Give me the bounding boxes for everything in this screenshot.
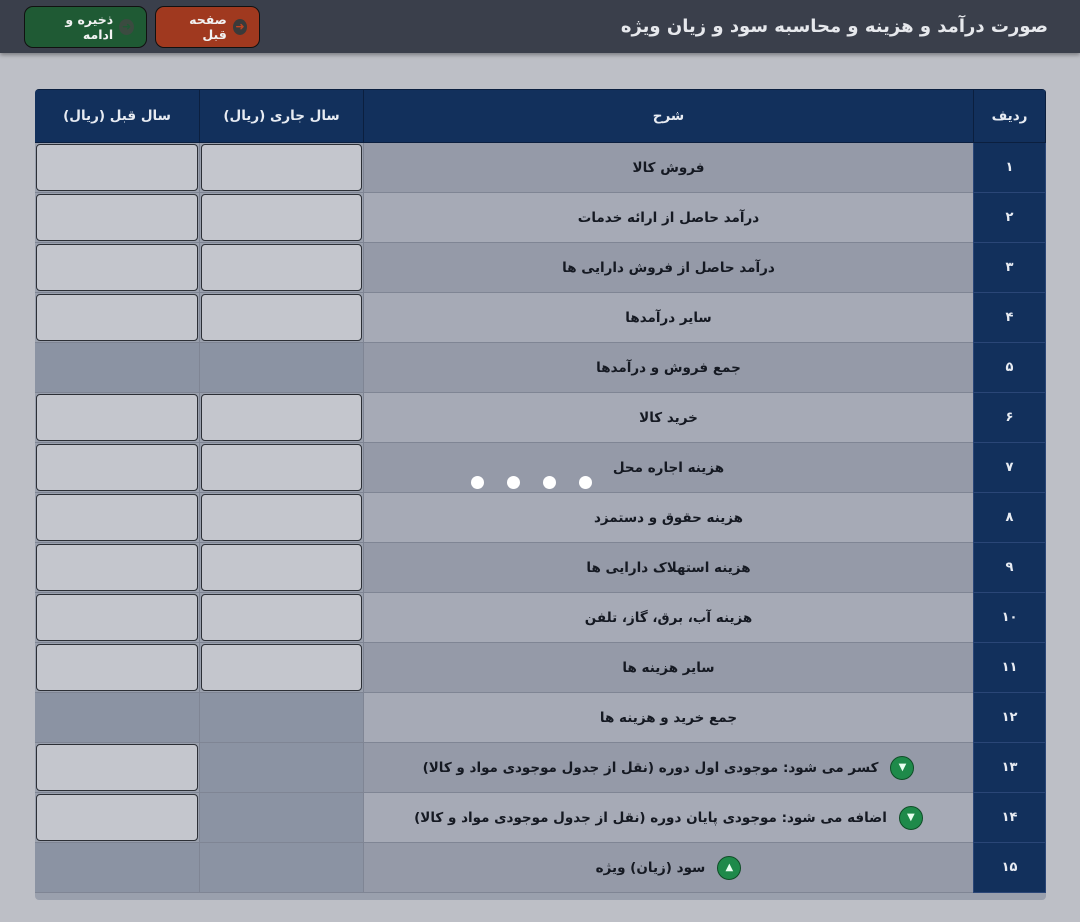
row-number: ۲ [974, 193, 1046, 243]
loading-dot [471, 476, 484, 489]
current-year-input[interactable] [201, 594, 362, 641]
previous-year-input[interactable] [36, 594, 198, 641]
current-year-cell [200, 593, 364, 643]
column-header-previous-year: سال قبل (ریال) [35, 90, 200, 143]
row-description: هزینه حقوق و دستمزد [364, 493, 974, 543]
income-statement-table-wrapper [35, 89, 1046, 900]
table-row [35, 293, 1046, 343]
row-description: اضافه می شود: موجودی پایان دوره (نقل از جدول موجودی مواد و کالا) [414, 809, 887, 826]
previous-year-cell [35, 543, 200, 593]
row-description: سایر درآمدها [364, 293, 974, 343]
table-row [35, 593, 1046, 643]
previous-year-total-cell [35, 693, 200, 743]
previous-year-cell [35, 793, 200, 843]
current-year-cell [200, 793, 364, 843]
previous-year-input[interactable] [36, 544, 198, 591]
arrow-right-circle-icon: ➜ [233, 19, 247, 35]
row-number: ۱ [974, 143, 1046, 193]
current-year-cell [200, 543, 364, 593]
row-description: خرید کالا [364, 393, 974, 443]
previous-page-label: صفحه قبل [189, 12, 227, 42]
table-row [35, 193, 1046, 243]
row-description-cell [364, 743, 974, 793]
current-year-cell [200, 393, 364, 443]
row-description: جمع فروش و درآمدها [364, 343, 974, 393]
table-row [35, 843, 1046, 893]
current-year-cell [200, 493, 364, 543]
row-description: هزینه اجاره محل [364, 443, 974, 493]
table-row [35, 793, 1046, 843]
row-number: ۸ [974, 493, 1046, 543]
current-year-input[interactable] [201, 144, 362, 191]
previous-year-input[interactable] [36, 244, 198, 291]
table-row [35, 693, 1046, 743]
loading-dot [507, 476, 520, 489]
previous-year-cell [35, 393, 200, 443]
row-number: ۱۰ [974, 593, 1046, 643]
table-row [35, 743, 1046, 793]
column-header-description: شرح [364, 90, 974, 143]
previous-page-button[interactable] [155, 6, 260, 48]
row-description: هزینه آب، برق، گاز، تلفن [364, 593, 974, 643]
previous-year-cell [35, 743, 200, 793]
save-continue-label: ذخیره و ادامه [65, 12, 114, 42]
chevron-double-down-icon[interactable]: ▼ [890, 756, 914, 780]
previous-year-cell [35, 193, 200, 243]
row-number: ۱۵ [974, 843, 1046, 893]
table-row [35, 493, 1046, 543]
previous-year-input[interactable] [36, 294, 198, 341]
row-number: ۶ [974, 393, 1046, 443]
previous-year-input[interactable] [36, 394, 198, 441]
row-number: ۱۳ [974, 743, 1046, 793]
current-year-cell [200, 643, 364, 693]
previous-year-cell [35, 443, 200, 493]
row-description: هزینه استهلاک دارایی ها [364, 543, 974, 593]
current-year-total-cell [200, 693, 364, 743]
previous-year-cell [35, 493, 200, 543]
loading-dot [579, 476, 592, 489]
current-year-total-cell [200, 343, 364, 393]
previous-year-input[interactable] [36, 444, 198, 491]
current-year-input[interactable] [201, 394, 362, 441]
previous-year-cell [35, 293, 200, 343]
previous-year-input[interactable] [36, 794, 198, 841]
page-title: صورت درآمد و هزینه و محاسبه سود و زیان ویژه [620, 16, 1048, 37]
previous-year-input[interactable] [36, 144, 198, 191]
current-year-input[interactable] [201, 244, 362, 291]
loading-dots-indicator [471, 476, 601, 490]
arrow-left-circle-icon: ➜ [119, 19, 134, 35]
current-year-input[interactable] [201, 194, 362, 241]
row-number: ۵ [974, 343, 1046, 393]
chevron-double-down-icon[interactable]: ▼ [899, 806, 923, 830]
table-row [35, 243, 1046, 293]
row-description-cell [364, 793, 974, 843]
row-number: ۹ [974, 543, 1046, 593]
previous-year-cell [35, 243, 200, 293]
current-year-cell [200, 193, 364, 243]
current-year-total-cell [200, 843, 364, 893]
current-year-cell [200, 743, 364, 793]
row-number: ۱۲ [974, 693, 1046, 743]
current-year-cell [200, 243, 364, 293]
previous-year-input[interactable] [36, 744, 198, 791]
previous-year-total-cell [35, 343, 200, 393]
current-year-input[interactable] [201, 294, 362, 341]
top-bar [0, 0, 1080, 53]
row-number: ۳ [974, 243, 1046, 293]
row-number: ۷ [974, 443, 1046, 493]
previous-year-input[interactable] [36, 644, 198, 691]
chevron-double-up-icon[interactable]: ▲ [717, 856, 741, 880]
previous-year-cell [35, 143, 200, 193]
previous-year-cell [35, 643, 200, 693]
current-year-input[interactable] [201, 494, 362, 541]
current-year-cell [200, 443, 364, 493]
current-year-input[interactable] [201, 644, 362, 691]
loading-dot [543, 476, 556, 489]
current-year-input[interactable] [201, 444, 362, 491]
row-description: سود (زیان) ویژه [595, 859, 706, 876]
row-description: جمع خرید و هزینه ها [364, 693, 974, 743]
table-row [35, 543, 1046, 593]
row-number: ۱۴ [974, 793, 1046, 843]
previous-year-input[interactable] [36, 494, 198, 541]
row-description: فروش کالا [364, 143, 974, 193]
current-year-cell [200, 293, 364, 343]
table-header-row [35, 90, 1046, 143]
current-year-input[interactable] [201, 544, 362, 591]
table-row [35, 143, 1046, 193]
column-header-current-year: سال جاری (ریال) [200, 90, 364, 143]
column-header-row-no: ردیف [974, 90, 1046, 143]
table-row [35, 643, 1046, 693]
row-description-cell [364, 843, 974, 893]
row-description: درآمد حاصل از فروش دارایی ها [364, 243, 974, 293]
save-continue-button[interactable] [24, 6, 147, 48]
current-year-cell [200, 143, 364, 193]
previous-year-input[interactable] [36, 194, 198, 241]
table-row [35, 393, 1046, 443]
table-row [35, 343, 1046, 393]
row-number: ۱۱ [974, 643, 1046, 693]
row-description: کسر می شود: موجودی اول دوره (نقل از جدول موجودی مواد و کالا) [422, 759, 879, 776]
row-description: درآمد حاصل از ارائه خدمات [364, 193, 974, 243]
income-statement-table [35, 89, 1046, 893]
previous-year-total-cell [35, 843, 200, 893]
row-number: ۴ [974, 293, 1046, 343]
previous-year-cell [35, 593, 200, 643]
row-description: سایر هزینه ها [364, 643, 974, 693]
